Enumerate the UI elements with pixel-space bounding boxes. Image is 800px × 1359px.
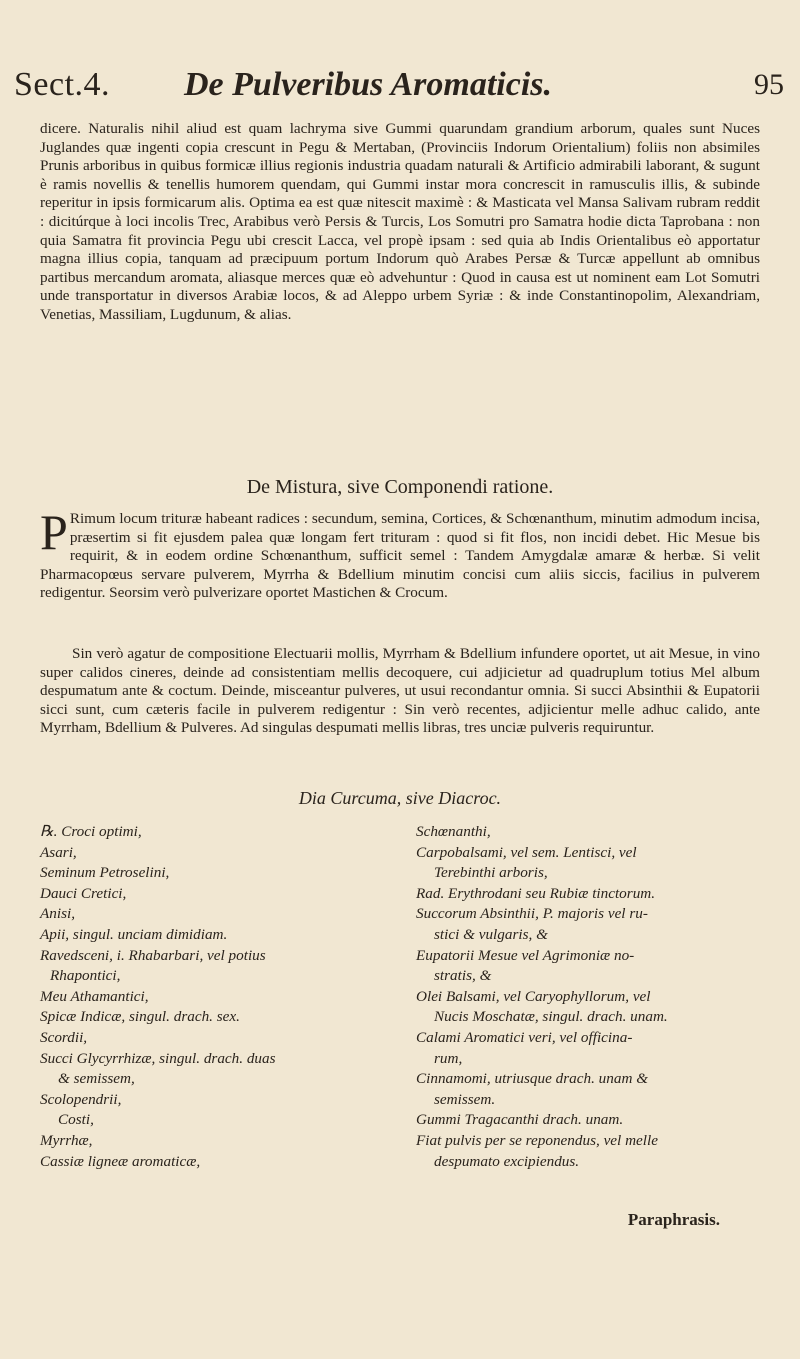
recipe-line: Olei Balsami, vel Caryophyllorum, vel xyxy=(416,987,651,1005)
recipe-line: Cassiæ ligneæ aromaticæ, xyxy=(40,1152,201,1170)
recipe-line: Calami Aromatici veri, vel officina- xyxy=(416,1028,633,1046)
paragraph-electuarii: Sin verò agatur de compositione Electuarii mollis, Myrrham & Bdellium infundere oportet, ut ait Mesue, in vino super calidos cineres, deinde ad consistentiam mellis decoquere, cui adjicietur ad quadruplum totius Mel album despumatum ante & coctum. Deinde, misceantur pulveres, ut usui recondantur omnia. Si succi Absinthii & Eupatorii sicci sunt, cum cæteris facile in pulverem redigentur : Sin verò recentes, adjicientur melle adhuc calido, ante Myrrham, Bdellium & Pulveres. Ad singulas despumati mellis libras, tres unciæ pulveris requiruntur. xyxy=(40,645,760,737)
recipe-line: Rad. Erythrodani seu Rubiæ tinctorum. xyxy=(416,884,656,902)
page-number: 95 xyxy=(754,68,784,101)
recipe-line: Scordii, xyxy=(40,1028,88,1046)
section-title: De Mistura, sive Componendi ratione. xyxy=(246,476,554,498)
recipe-line: & semissem, xyxy=(58,1070,135,1088)
recipe-line: despumato excipiendus. xyxy=(434,1152,580,1170)
recipe-line: Succorum Absinthii, P. majoris vel ru- xyxy=(416,905,648,923)
recipe-line: Apii, singul. unciam dimidiam. xyxy=(40,925,228,943)
section-number: Sect.4. xyxy=(14,66,111,103)
recipe-line: semissem. xyxy=(434,1090,496,1108)
recipe-line: Anisi, xyxy=(40,905,76,923)
paragraph-lacca: dicere. Naturalis nihil aliud est quam lachryma sive Gummi quarundam grandium arborum, quales sunt Nuces Juglandes quæ ingenti copia crescunt in Pegu & Mertaban, (Provinciis Indorum Orientalium) foliis non absimiles Prunis arboribus in quibus formicæ illius regionis industria quadam naturali & Artificio admirabili laborant, & sugunt è ramis novellis & tenellis humorem quendam, qui Gummi instar mora concrescit in ramusculis illis, & subinde reperitur in ipsis formicarum alis. Optima ea est quæ nitescit maximè : & Masticata vel Mansa Salivam rubram reddit : dicitúrque à loci incolis Trec, Arabibus verò Persis & Turcis, Los Somutri pro Samatra hodie dicta Taprobana : non quia Samatra fit provincia Pegu ubi crescit Lacca, vel propè ipsam : sed quia ab Indis Orientalibus eò apportatur magna illius copia, tanquam ad præcipuum portum Indorum quò Arabes Persæ & Turcæ appellunt ab omnibus partibus mercandum aromata, aliasque merces quæ eò advehuntur : Quod in causa est ut nominent eam Lot Somutri unde transportatur in diversos Arabiæ locos, & ad Aleppo urbem Syriæ : & inde Constantinopolim, Alexandriam, Venetias, Massiliam, Lugdunum, & alias. xyxy=(40,120,760,323)
recipe-column-right xyxy=(416,822,746,1172)
drop-cap: P xyxy=(40,504,68,560)
recipe-column-left xyxy=(40,822,370,1172)
recipe-line: Rhapontici, xyxy=(50,967,121,985)
catchword: Paraphrasis. xyxy=(627,1210,720,1229)
paragraph-mistura-text: Rimum locum trituræ habeant radices : secundum, semina, Cortices, & Schœnanthum, minutim admodum incisa, præsertim si fit ejusdem palea quæ longam fert trituram : quod si fit flos, non incidi debet. Hic Mesue bis requirit, & in eodem ordine Schœnanthum, sufficit semel : Tandem Amygdalæ amaræ & herbæ. Si velit Pharmacopœus servare pulverem, Myrrha & Bdellium minutim concisi cum aliis siccis, facilius in pulverem redigentur. Seorsim verò pulverizare oportet Mastichen & Crocum. xyxy=(40,510,760,602)
recipe-line: Asari, xyxy=(40,843,77,861)
recipe-line: ℞. Croci optimi, xyxy=(40,823,142,840)
recipe-line: Meu Athamantici, xyxy=(40,987,149,1005)
running-header xyxy=(14,66,790,114)
recipe-line: stici & vulgaris, & xyxy=(434,925,548,943)
recipe-line: rum, xyxy=(434,1049,463,1067)
recipe-line: Gummi Tragacanthi drach. unam. xyxy=(416,1111,624,1129)
recipe-line: Succi Glycyrrhizæ, singul. drach. duas xyxy=(40,1049,276,1067)
recipe-line: Eupatorii Mesue vel Agrimoniæ no- xyxy=(416,946,635,964)
recipe-line: Cinnamomi, utriusque drach. unam & xyxy=(416,1070,649,1088)
recipe-line: Dauci Cretici, xyxy=(40,884,127,902)
recipe-line: stratis, & xyxy=(434,967,492,985)
recipe-line: Seminum Petroselini, xyxy=(40,864,170,882)
recipe-line: Ravedsceni, i. Rhabarbari, vel potius xyxy=(40,946,266,964)
recipe-line: Spicæ Indicæ, singul. drach. sex. xyxy=(40,1008,240,1026)
recipe-line: Myrrhæ, xyxy=(40,1131,93,1149)
recipe-line: Fiat pulvis per se reponendus, vel melle xyxy=(416,1131,658,1149)
recipe-line: Costi, xyxy=(58,1111,94,1129)
recipe-line: Nucis Moschatæ, singul. drach. unam. xyxy=(434,1008,668,1026)
recipe-line: Scolopendrii, xyxy=(40,1090,122,1108)
recipe-line: Carpobalsami, vel sem. Lentisci, vel xyxy=(416,843,637,861)
recipe-line: Schœnanthi, xyxy=(416,823,491,840)
recipe-line: Terebinthi arboris, xyxy=(434,864,548,882)
recipe-title: Dia Curcuma, sive Diacroc. xyxy=(298,788,502,808)
paragraph-mistura xyxy=(40,504,760,603)
running-title: De Pulveribus Aromaticis. xyxy=(184,66,553,103)
